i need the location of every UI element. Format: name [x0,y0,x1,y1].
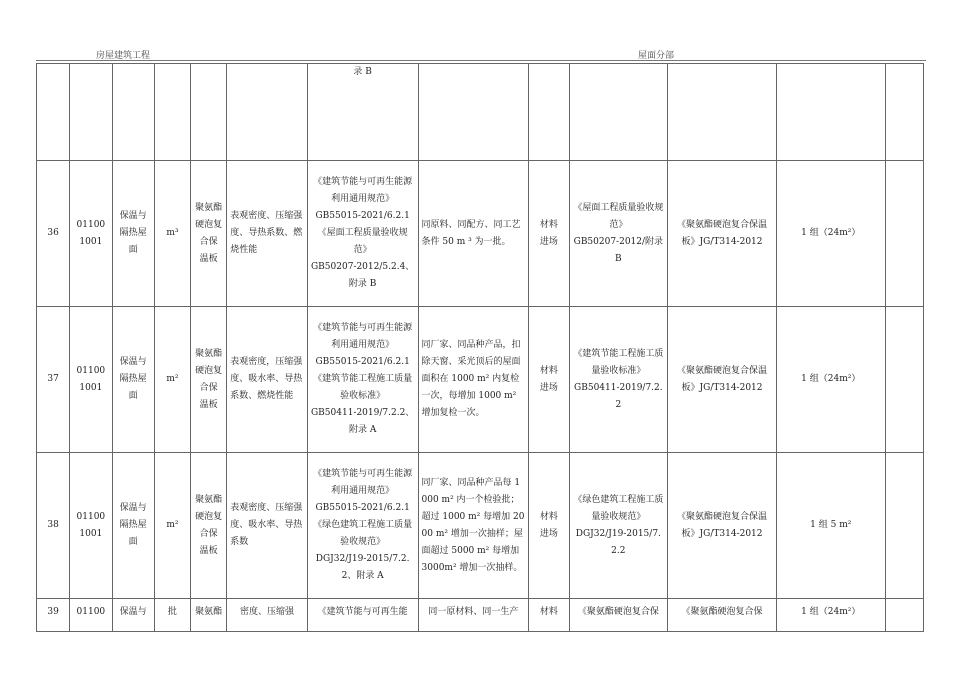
cell-standard: 《建筑节能与可再生能源利用通用规范》 GB55015-2021/6.2.1 《建筑节能工程施工质量验收标准》 GB50411-2019/7.2.2、附录 A [307,307,418,453]
cell-unit: m² [154,307,190,453]
cell-stage: 材料 [529,599,569,632]
cell-batch: 同厂家、同品种产品每 1000 m² 内一个检验批；超过 1000 m² 每增加 2000 m² 增加一次抽样；屋面超过 5000 m² 每增加 3000m² 增加一次抽样。 [418,453,529,599]
cell-batch [418,64,529,161]
cell-no [37,64,70,161]
cell-product: 《聚氨酯硬泡复合保温板》JG/T314-2012 [668,453,777,599]
table-row [37,161,924,307]
header-right: 屋面分部 [638,51,675,61]
cell-code: 01100 1001 [70,453,112,599]
cell-sample: 1 组（24m²） [776,307,885,453]
cell-remark [885,453,923,599]
cell-item: 保温与 隔热屋 面 [112,453,154,599]
cell-batch: 同厂家、同品种产品，扣除天窗、采光顶后的屋面面积在 1000 m² 内复检一次，每增加 1000 m² 增加复检一次。 [418,307,529,453]
cell-batch: 同原料、同配方、同工艺条件 50 m ³ 为一批。 [418,161,529,307]
cell-sample: 1 组（24m²） [776,161,885,307]
cell-product: 《聚氨酯硬泡复合保温板》JG/T314-2012 [668,161,777,307]
cell-standard: 《建筑节能与可再生能源利用通用规范》 GB55015-2021/6.2.1 《绿色建筑工程施工质量验收规范》 DGJ32/J19-2015/7.2.2、附录 A [307,453,418,599]
cell-material: 聚氨酯 硬泡复 合保 温板 [191,161,227,307]
cell-params: 表观密度、压缩强度、吸水率、导热系数 [227,453,308,599]
cell-sample: 1 组（24m²） [776,599,885,632]
cell-no: 38 [37,453,70,599]
cell-batch: 同一原材料、同一生产 [418,599,529,632]
cell-product: 《聚氨酯硬泡复合保 [668,599,777,632]
cell-no: 36 [37,161,70,307]
cell-params: 表观密度，压缩强度、吸水率、导热系数、燃烧性能 [227,307,308,453]
cell-remark [885,599,923,632]
table-row [37,599,924,632]
cell-stage: 材料 进场 [529,307,569,453]
table-row-continued [37,64,924,161]
cell-standard: 录 B [307,64,418,161]
cell-unit [154,64,190,161]
cell-judge: 《建筑节能工程施工质量验收标准》 GB50411-2019/7.2. 2 [569,307,668,453]
cell-item: 保温与 隔热屋 面 [112,161,154,307]
cell-sample [776,64,885,161]
table-row [37,307,924,453]
cell-code: 01100 1001 [70,161,112,307]
cell-item: 保温与 隔热屋 面 [112,307,154,453]
cell-material: 聚氨酯 硬泡复 合保 温板 [191,453,227,599]
cell-material: 聚氨酯 硬泡复 合保 温板 [191,307,227,453]
cell-judge [569,64,668,161]
cell-remark [885,161,923,307]
cell-material: 聚氨酯 [191,599,227,632]
table-row [37,453,924,599]
cell-remark [885,64,923,161]
cell-no: 39 [37,599,70,632]
cell-remark [885,307,923,453]
cell-params: 密度、压缩强 [227,599,308,632]
cell-unit: m² [154,453,190,599]
cell-item: 保温与 [112,599,154,632]
cell-stage: 材料 进场 [529,161,569,307]
cell-stage [529,64,569,161]
cell-product [668,64,777,161]
cell-params: 表观密度、压缩强度、导热系数、燃烧性能 [227,161,308,307]
cell-code: 01100 [70,599,112,632]
header-left: 房屋建筑工程 [96,51,151,61]
cell-unit: m³ [154,161,190,307]
cell-judge: 《绿色建筑工程施工质量验收规范》 DGJ32/J19-2015/7. 2.2 [569,453,668,599]
cell-standard: 《建筑节能与可再生能 [307,599,418,632]
cell-judge: 《屋面工程质量验收规范》 GB50207-2012/附录 B [569,161,668,307]
cell-judge: 《聚氨酯硬泡复合保 [569,599,668,632]
cell-no: 37 [37,307,70,453]
cell-params [227,64,308,161]
header-rule [36,60,926,61]
cell-standard: 《建筑节能与可再生能源利用通用规范》 GB55015-2021/6.2.1 《屋面工程质量验收规范》 GB50207-2012/5.2.4、附录 B [307,161,418,307]
cell-code: 01100 1001 [70,307,112,453]
cell-unit: 批 [154,599,190,632]
cell-sample: 1 组 5 m² [776,453,885,599]
cell-item [112,64,154,161]
cell-material [191,64,227,161]
cell-stage: 材料 进场 [529,453,569,599]
cell-product: 《聚氨酯硬泡复合保温板》JG/T314-2012 [668,307,777,453]
cell-code [70,64,112,161]
inspection-table [36,63,924,632]
